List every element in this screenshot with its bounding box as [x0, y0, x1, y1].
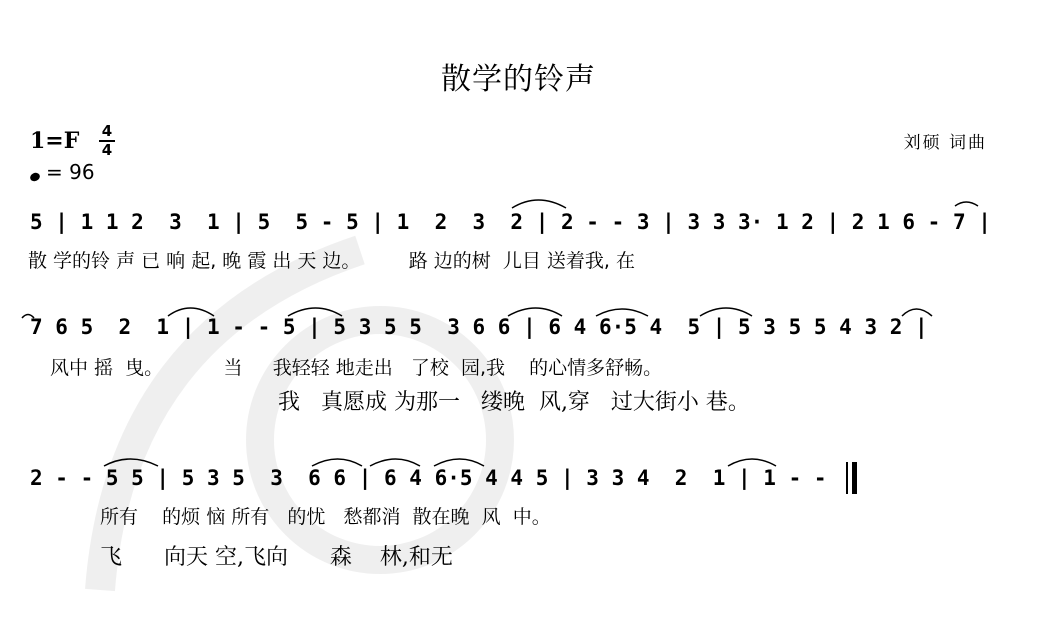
key-signature: 1=F: [30, 128, 80, 154]
tempo-value: = 96: [46, 160, 95, 184]
song-title: 散学的铃声: [441, 62, 596, 97]
lyric-row-3-verse-1: 所有 的烦 恼 所有 的忧 愁都消 散在晚 风 中。: [100, 506, 551, 528]
lyric-row-3-verse-2: 飞 向天 空,飞向 森 林,和无: [100, 545, 453, 570]
notation-row-1: 5 | 1 1 2 3 1 | 5 5 - 5 | 1 2 3 2 | 2 - - 3 | 3 3 3· 1 2 | 2 1 6 - 7 |: [30, 210, 991, 234]
lyric-row-2-verse-2: 我 真愿成 为那一 缕晚 风,穿 过大街小 巷。: [278, 390, 750, 415]
notation-row-3: 2 - - 5 5 | 5 3 5 3 6 6 | 6 4 6·5 4 4 5 | 3 3 4 2 1 | 1 - -: [30, 466, 827, 490]
lyric-row-1-verse-1: 散 学的铃 声 已 响 起, 晚 霞 出 天 边。 路 边的树 儿目 送着我, 在: [28, 250, 635, 272]
composer-credit: 刘硕 词曲: [903, 133, 987, 153]
time-signature-numerator: 4: [101, 122, 113, 140]
lyric-row-2-verse-1: 风中 摇 曳。 当 我轻轻 地走出 了校 园,我 的心情多舒畅。: [50, 357, 663, 379]
notation-row-2: 7 6 5 2 1 | 1 - - 5 | 5 3 5 5 3 6 6 | 6 4 6·5 4 5 | 5 3 5 5 4 3 2 |: [30, 315, 928, 339]
time-signature-denominator: 4: [101, 141, 113, 159]
